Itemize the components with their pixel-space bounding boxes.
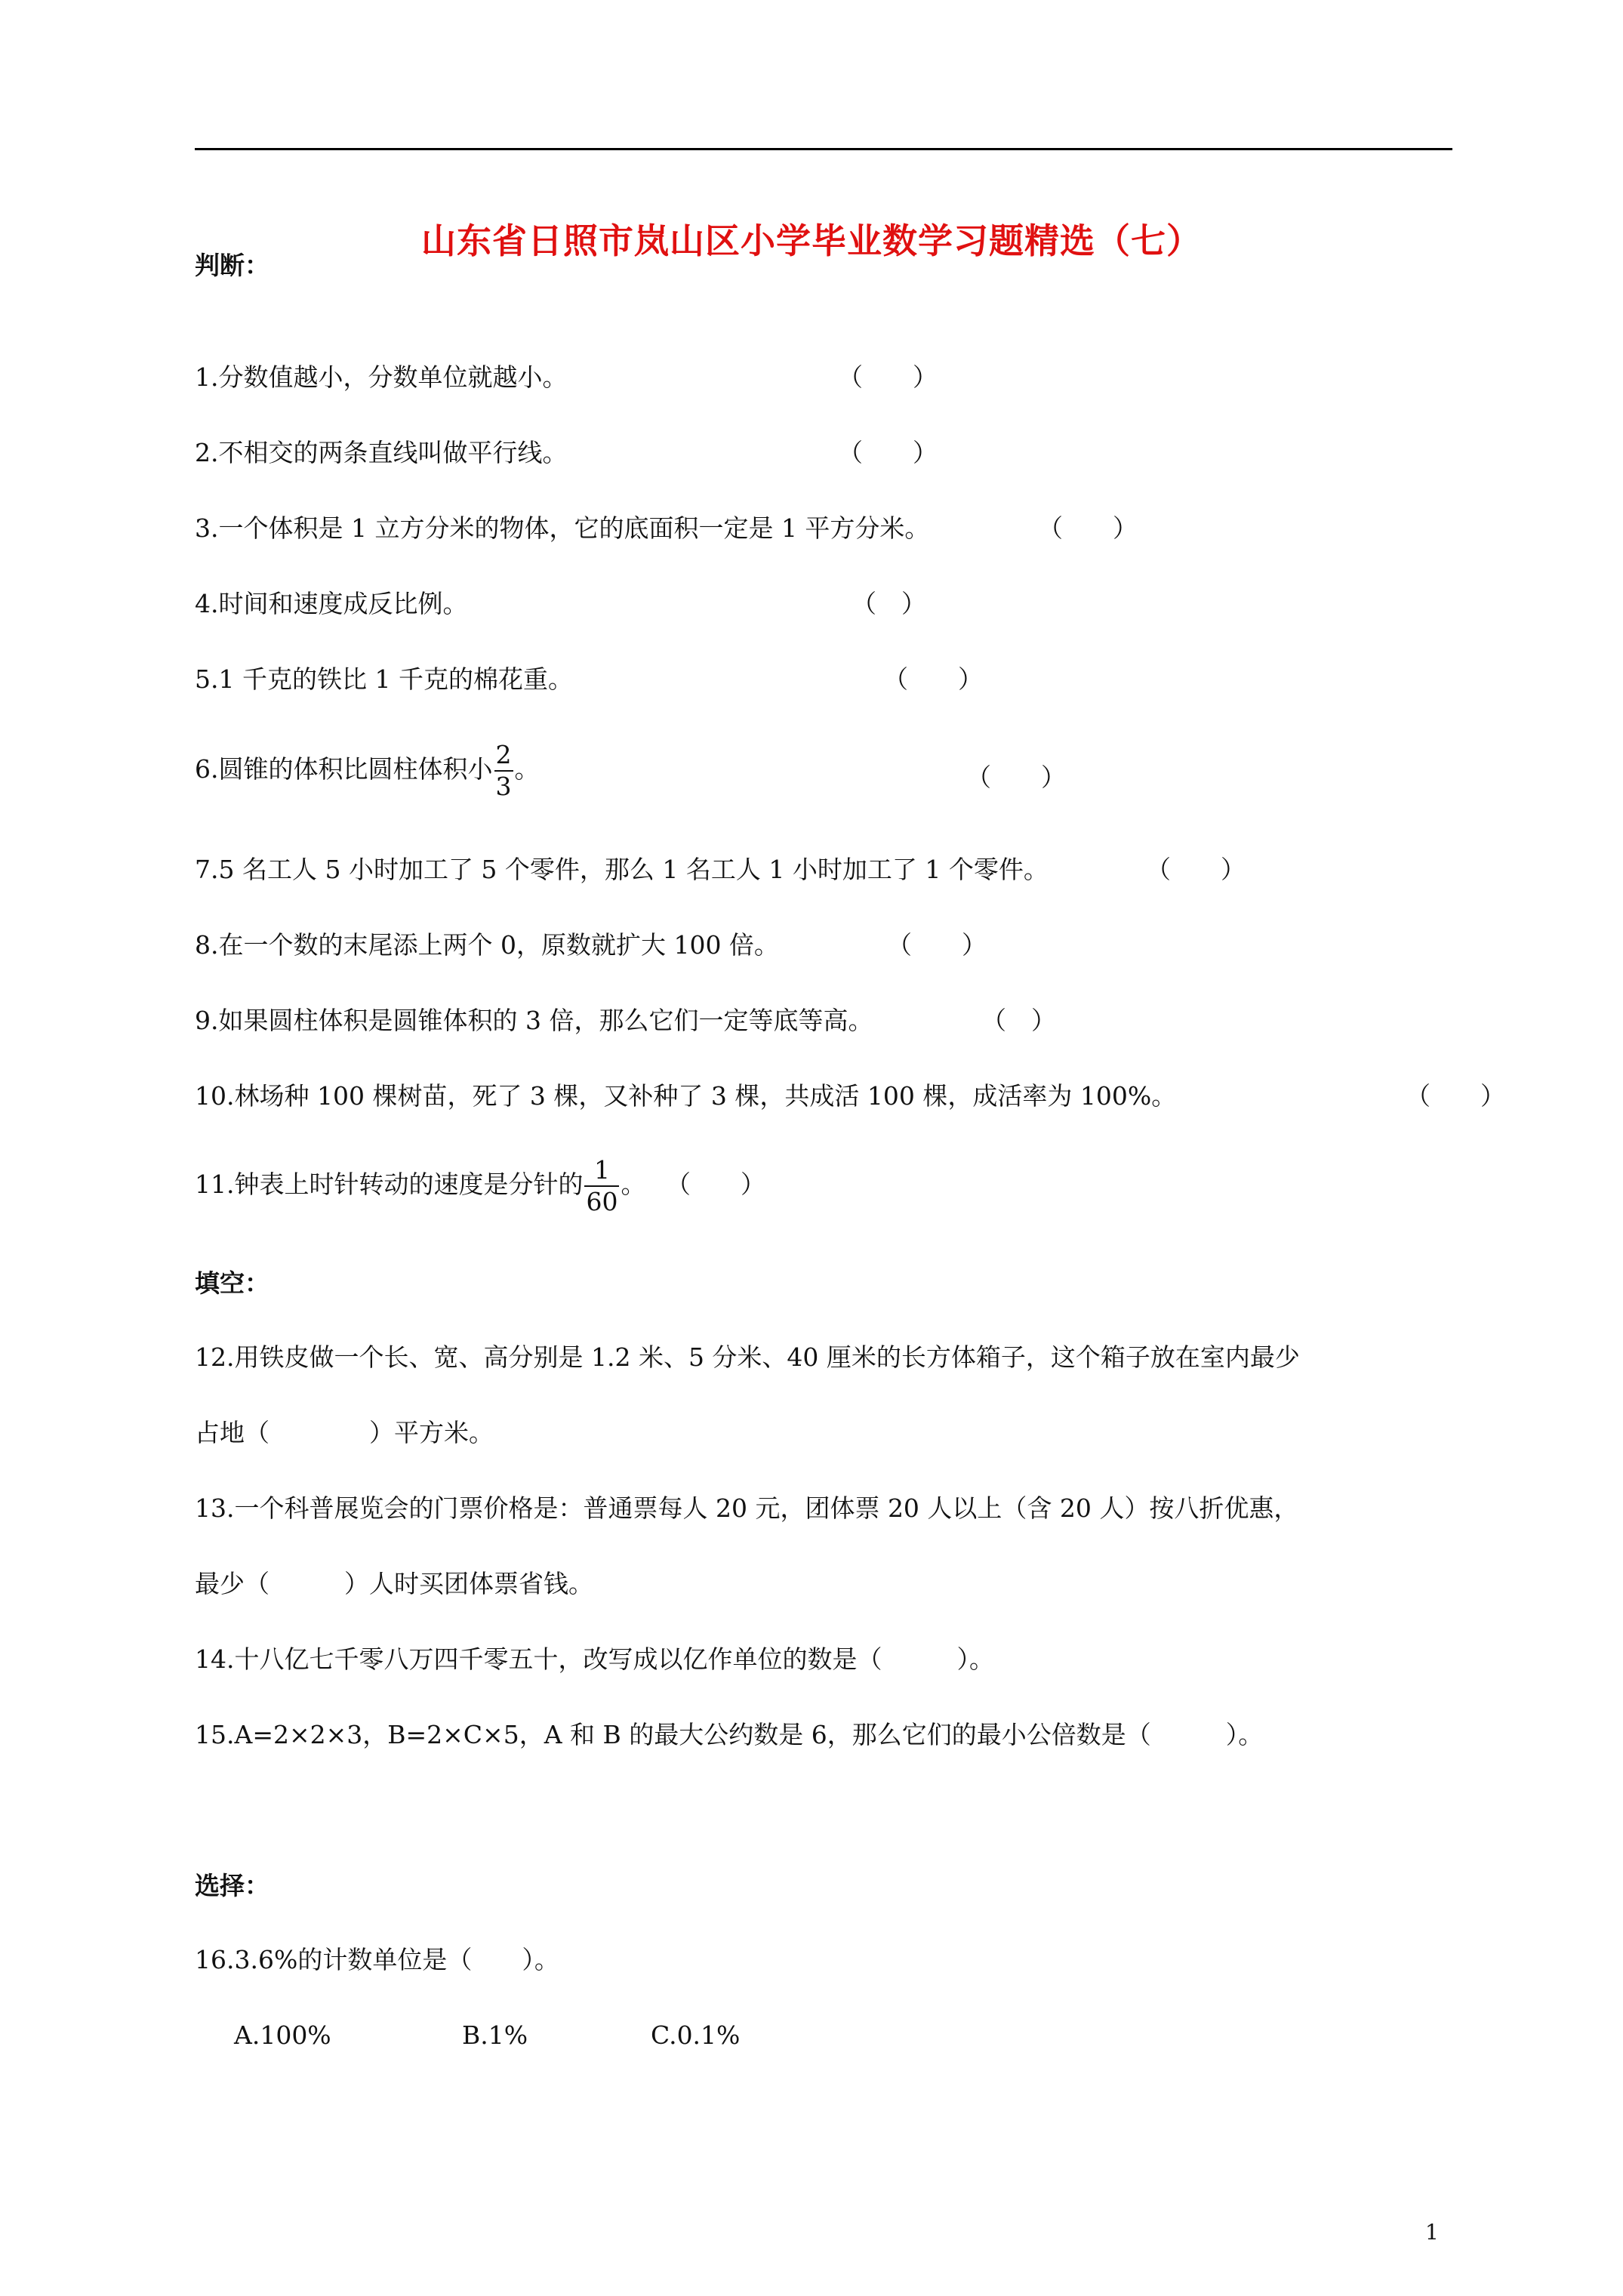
question-8: 8.在一个数的末尾添上两个 0，原数就扩大 100 倍。 <box>195 930 779 960</box>
answer-blank-1: （ ） <box>838 362 938 392</box>
answer-blank-2: （ ） <box>838 438 938 467</box>
answer-blank-3: （ ） <box>1038 513 1138 543</box>
question-6 <box>195 740 540 802</box>
answer-blank-7: （ ） <box>1146 855 1246 884</box>
fraction-numerator: 2 <box>494 740 513 772</box>
question-6-end: 。 <box>514 754 540 784</box>
question-10: 10.林场种 100 棵树苗，死了 3 棵，又补种了 3 棵，共成活 100 棵，成活率为 100%。 <box>195 1081 1177 1111</box>
page-number: 1 <box>1425 2220 1439 2245</box>
answer-blank-4: （ ） <box>852 589 926 618</box>
question-14: 14.十八亿七千零八万四千零五十，改写成以亿作单位的数是（ ）。 <box>195 1644 994 1674</box>
question-2: 2.不相交的两条直线叫做平行线。 <box>195 438 568 467</box>
page-title: 山东省日照市岚山区小学毕业数学习题精选（七） <box>421 220 1202 261</box>
option-c: C.0.1% <box>651 2020 741 2050</box>
question-12-line2: 占地（ ）平方米。 <box>195 1418 494 1447</box>
fraction-one-sixtieth <box>584 1155 619 1217</box>
question-4: 4.时间和速度成反比例。 <box>195 589 468 618</box>
question-15: 15.A=2×2×3，B=2×C×5，A 和 B 的最大公约数是 6，那么它们的最小公倍数是（ ）。 <box>195 1720 1264 1749</box>
question-1: 1.分数值越小，分数单位就越小。 <box>195 362 568 392</box>
question-7: 7.5 名工人 5 小时加工了 5 个零件，那么 1 名工人 1 小时加工了 1 个零件。 <box>195 855 1049 884</box>
option-b: B.1% <box>462 2020 528 2050</box>
question-11-end: 。 <box>621 1170 646 1199</box>
fraction-two-thirds <box>494 740 513 802</box>
answer-blank-8: （ ） <box>887 930 987 960</box>
answer-blank-6: （ ） <box>966 763 1066 792</box>
fraction-numerator: 1 <box>584 1155 619 1187</box>
question-13-line2: 最少（ ）人时买团体票省钱。 <box>195 1569 593 1598</box>
question-12-line1: 12.用铁皮做一个长、宽、高分别是 1.2 米、5 分米、40 厘米的长方体箱子，这个箱子放在室内最少 <box>195 1342 1300 1372</box>
question-6-text: 6.圆锥的体积比圆柱体积小 <box>195 754 493 784</box>
answer-blank-9: （ ） <box>981 1006 1056 1035</box>
fraction-denominator: 60 <box>586 1187 618 1216</box>
option-a: A.100% <box>234 2020 331 2050</box>
question-11 <box>195 1155 765 1217</box>
section-choice-heading: 选择： <box>195 1871 269 1900</box>
question-9: 9.如果圆柱体积是圆锥体积的 3 倍，那么它们一定等底等高。 <box>195 1006 873 1035</box>
header-rule <box>195 148 1452 150</box>
section-fill-heading: 填空： <box>195 1268 269 1298</box>
question-11-text: 11.钟表上时针转动的速度是分针的 <box>195 1170 584 1199</box>
answer-blank-5: （ ） <box>883 664 983 694</box>
question-3: 3.一个体积是 1 立方分米的物体，它的底面积一定是 1 平方分米。 <box>195 513 930 543</box>
section-judge-heading: 判断： <box>195 251 269 280</box>
fraction-denominator: 3 <box>495 772 512 801</box>
answer-blank-11: （ ） <box>665 1170 765 1199</box>
question-16: 16.3.6%的计数单位是（ ）。 <box>195 1945 559 1974</box>
question-13-line1: 13.一个科普展览会的门票价格是：普通票每人 20 元，团体票 20 人以上（含 20 人）按八折优惠， <box>195 1493 1299 1523</box>
answer-blank-10: （ ） <box>1406 1081 1505 1111</box>
question-5: 5.1 千克的铁比 1 千克的棉花重。 <box>195 664 573 694</box>
